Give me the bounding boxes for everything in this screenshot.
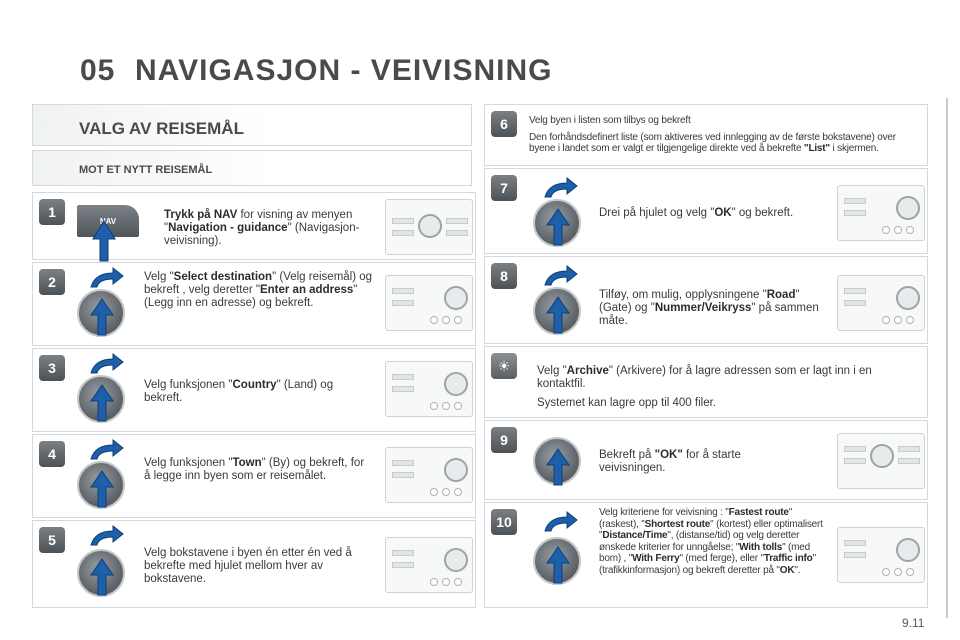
step-2-text: Velg "Select destination" (Velg reisemål) og bekreft , velg deretter "Enter an address" (Legg inn en adresse) og bekreft. [144, 271, 373, 309]
step-1-text: Trykk på NAV for visning av menyen "Navigation - guidance" (Navigasjon-veivisning). [164, 209, 360, 247]
rotate-arrow-icon [543, 265, 579, 287]
section-title: VALG AV REISEMÅL [79, 119, 244, 138]
step-7 [484, 168, 928, 254]
radio-illustration [385, 447, 473, 503]
right-rule [946, 98, 948, 618]
step-4 [32, 434, 476, 518]
radio-illustration [385, 361, 473, 417]
tip-box [484, 346, 928, 418]
header-frame [0, 44, 30, 96]
press-arrow-icon [89, 219, 119, 263]
step-badge: 5 [39, 527, 65, 553]
step-5 [32, 520, 476, 608]
step-6-text: Velg byen i listen som tilbys og bekreft Den forhåndsdefinert liste (som aktiveres ved innlegging av de første bokstavene) over byene i landet som er valgt er tilgjengelige direkte ved å bekrefte "List" i skjermen. [529, 115, 896, 154]
radio-illustration [385, 199, 473, 255]
rotate-arrow-icon [89, 525, 125, 547]
radio-illustration [385, 275, 473, 331]
step-badge: 6 [491, 111, 517, 137]
step-9-text: Bekreft på "OK" for å starte veivisningen. [599, 449, 741, 474]
step-badge: 2 [39, 269, 65, 295]
rotate-arrow-icon [89, 353, 125, 375]
step-5-text: Velg bokstavene i byen én etter én ved å bekrefte med hjulet mellom hver av bokstavene. [144, 547, 352, 585]
step-badge: 8 [491, 263, 517, 289]
step-badge: 10 [491, 509, 517, 535]
section-title-box [32, 104, 472, 146]
step-7-text: Drei på hjulet og velg "OK" og bekreft. [599, 207, 794, 219]
press-arrow-icon [87, 297, 117, 337]
radio-illustration [837, 527, 925, 583]
step-badge: 3 [39, 355, 65, 381]
chapter-title: NAVIGASJON - VEIVISNING [135, 54, 553, 87]
step-3 [32, 348, 476, 432]
step-3-text: Velg funksjonen "Country" (Land) og bekreft. [144, 379, 334, 404]
radio-illustration [837, 433, 925, 489]
rotate-arrow-icon [543, 511, 579, 533]
step-badge: 9 [491, 427, 517, 453]
step-8-text: Tilføy, om mulig, opplysningene "Road" (Gate) og "Nummer/Veikryss" på sammen måte. [599, 289, 819, 327]
sub-title-box [32, 150, 472, 186]
step-10 [484, 502, 928, 608]
section-subtitle: MOT ET NYTT REISEMÅL [79, 164, 213, 176]
press-arrow-icon [87, 383, 117, 423]
press-arrow-icon [543, 295, 573, 335]
step-badge: 1 [39, 199, 65, 225]
radio-illustration [385, 537, 473, 593]
nav-button: NAV [77, 205, 139, 237]
rotate-arrow-icon [89, 267, 125, 289]
step-4-text: Velg funksjonen "Town" (By) og bekreft, for å legge inn byen som er reisemålet. [144, 457, 365, 482]
step-badge: 7 [491, 175, 517, 201]
tip-text: Velg "Archive" (Arkivere) for å lagre adressen som er lagt inn i en kontaktfil. Systemet kan lagre opp til 400 filer. [537, 365, 872, 409]
step-2 [32, 262, 476, 346]
press-arrow-icon [87, 469, 117, 509]
press-arrow-icon [87, 557, 117, 597]
radio-illustration [837, 275, 925, 331]
tip-sun-icon: ☀ [491, 353, 517, 379]
page-header [60, 46, 958, 98]
rotate-arrow-icon [89, 439, 125, 461]
press-arrow-icon [543, 447, 573, 487]
press-arrow-icon [543, 207, 573, 247]
step-badge: 4 [39, 441, 65, 467]
rotate-arrow-icon [543, 177, 579, 199]
press-arrow-icon [543, 545, 573, 585]
radio-illustration [837, 185, 925, 241]
step-1 [32, 192, 476, 260]
step-10-text: Velg kriteriene for veivisning : "Fastest route" (raskest), "Shortest route" (kortest) eller optimalisert "Distance/Time", (distanse/tid) og velg deretter ønskede kriterier for unngåelse; "With tolls" (med bom) , "With Ferry" (med ferge), eller "Traffic info" (trafikkinformasjon) og bekreft deretter på "OK". [599, 507, 823, 576]
chapter-number: 05 [80, 54, 116, 87]
page-number: 9.11 [902, 616, 925, 630]
step-8 [484, 256, 928, 344]
step-9 [484, 420, 928, 500]
step-6 [484, 104, 928, 166]
